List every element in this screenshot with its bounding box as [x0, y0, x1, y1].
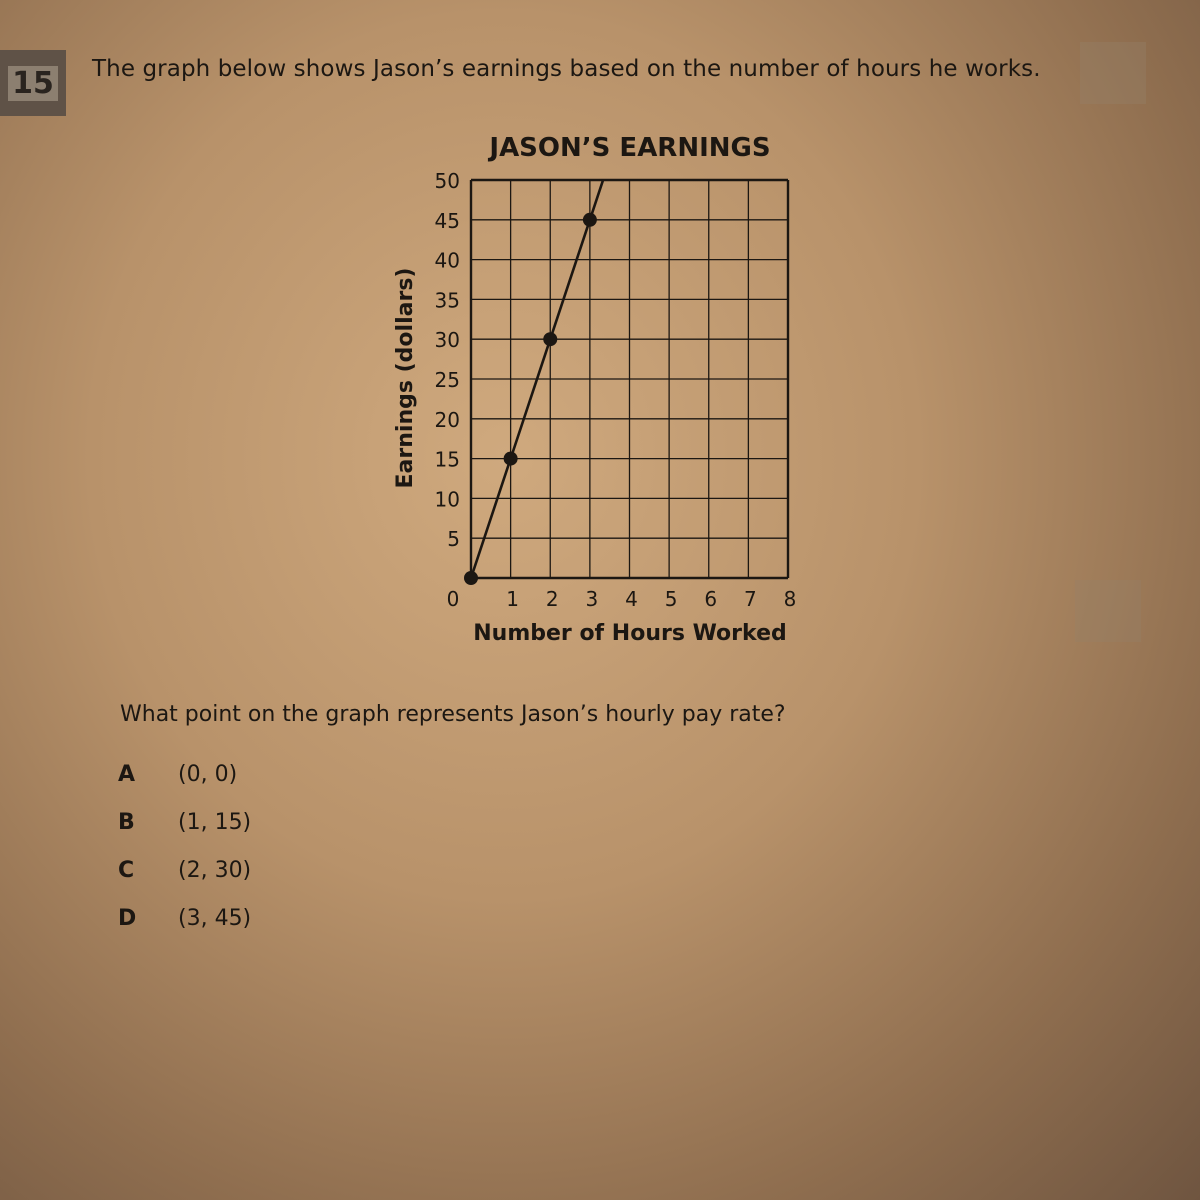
- x-tick-label: 3: [585, 587, 599, 611]
- choice-letter: C: [118, 857, 135, 883]
- data-point: [543, 332, 557, 346]
- y-tick-label: 10: [434, 487, 460, 512]
- y-tick-label: 35: [434, 288, 460, 313]
- x-tick-label: 8: [783, 587, 797, 611]
- y-tick-label: 20: [434, 407, 460, 432]
- choice-letter: B: [118, 809, 135, 835]
- question-prompt: The graph below shows Jason’s earnings based on the number of hours he works.: [92, 56, 1041, 82]
- choice-c[interactable]: [118, 846, 251, 894]
- x-tick-label: 5: [664, 587, 678, 611]
- y-tick-label: 30: [434, 328, 460, 353]
- y-tick-label: 50: [434, 169, 460, 193]
- x-tick-label: 7: [744, 587, 757, 611]
- question-number: 15: [8, 66, 58, 101]
- data-point: [464, 571, 478, 585]
- choice-d[interactable]: [118, 894, 251, 942]
- choice-letter: A: [118, 761, 136, 787]
- y-tick-label: 45: [434, 208, 460, 233]
- x-tick-label: 1: [506, 587, 519, 611]
- y-tick-label: 40: [434, 248, 460, 273]
- data-point: [504, 452, 518, 466]
- x-tick-label: 4: [625, 587, 638, 611]
- choice-letter: D: [118, 905, 137, 931]
- question-text: What point on the graph represents Jason’s hourly pay rate?: [120, 702, 786, 727]
- choice-text: (3, 45): [178, 905, 252, 931]
- chart-grid: [471, 180, 788, 578]
- choice-text: (0, 0): [178, 761, 238, 787]
- y-tick-labels: [435, 169, 460, 551]
- x-axis-label: Number of Hours Worked: [473, 621, 787, 646]
- choice-b[interactable]: [118, 798, 251, 846]
- x-tick-label: 0: [446, 587, 460, 611]
- choice-text: (1, 15): [178, 809, 252, 835]
- choice-text: (2, 30): [178, 857, 252, 883]
- y-axis-label: Earnings (dollars): [393, 267, 418, 489]
- x-tick-label: 6: [704, 587, 718, 611]
- data-point: [583, 213, 597, 227]
- chart-title: JASON’S EARNINGS: [489, 133, 771, 163]
- x-tick-labels: [447, 587, 797, 611]
- data-series: [464, 180, 603, 585]
- y-tick-label: 5: [447, 527, 460, 552]
- y-tick-label: 15: [434, 447, 460, 472]
- y-tick-label: 25: [434, 368, 460, 392]
- choice-a[interactable]: [118, 750, 251, 798]
- answer-choices: [118, 750, 251, 942]
- x-tick-label: 2: [545, 587, 559, 611]
